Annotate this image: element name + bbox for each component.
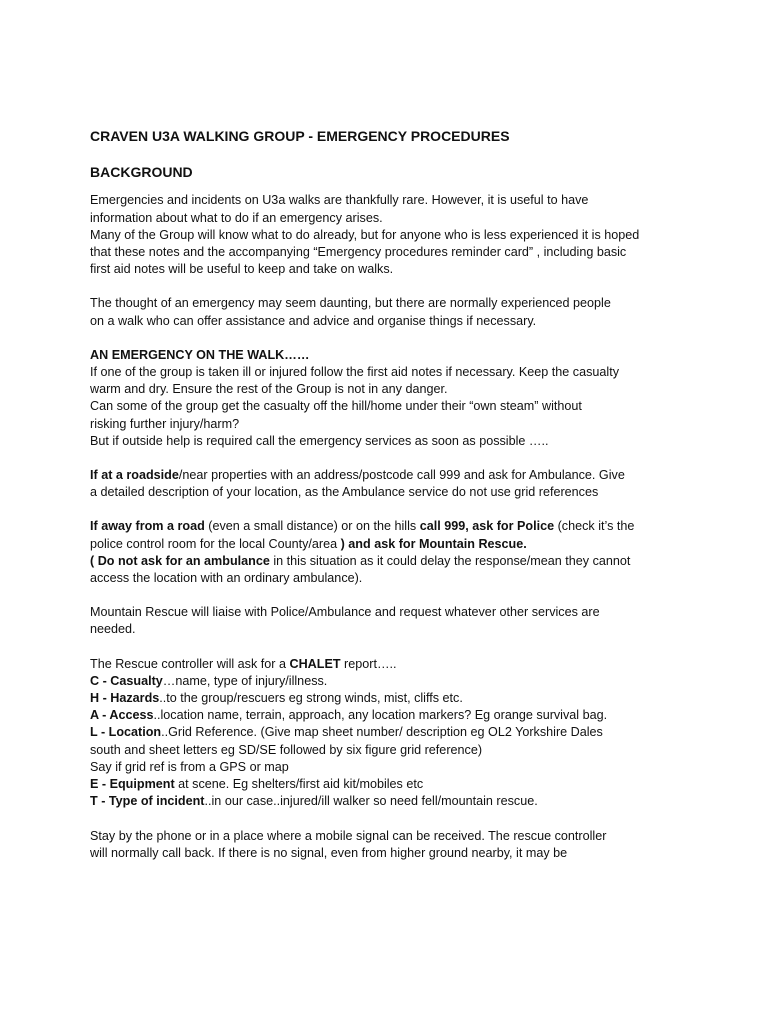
text-line: will normally call back. If there is no signal, even from higher ground nearby, it may be (90, 845, 568, 860)
chalet-item-type: T - Type of incident..in our case..injured/ill walker so need fell/mountain rescue. (90, 794, 538, 809)
chalet-item-equipment: E - Equipment at scene. Eg shelters/first aid kit/mobiles etc (90, 777, 424, 792)
chalet-item-hazards: H - Hazards..to the group/rescuers eg strong winds, mist, cliffs etc. (90, 691, 463, 706)
text-line: If away from a road (even a small distance) or on the hills call 999, ask for Police (check it’s the (90, 519, 635, 534)
emergency-section (90, 347, 690, 450)
text-line: on a walk who can offer assistance and advice and organise things if necessary. (90, 313, 537, 328)
text-line: Many of the Group will know what to do already, but for anyone who is less experienced it is hoped (90, 227, 640, 242)
document-page (90, 128, 690, 862)
chalet-section (90, 656, 690, 811)
background-heading: BACKGROUND (90, 164, 193, 181)
text-line: If at a roadside/near properties with an address/postcode call 999 and ask for Ambulance. Give (90, 468, 625, 483)
chalet-intro: The Rescue controller will ask for a CHALET report….. (90, 656, 397, 671)
text-line: Say if grid ref is from a GPS or map (90, 759, 289, 774)
document-title: CRAVEN U3A WALKING GROUP - EMERGENCY PROCEDURES (90, 128, 510, 144)
emergency-heading: AN EMERGENCY ON THE WALK…… (90, 347, 310, 362)
text-line: If one of the group is taken ill or injured follow the first aid notes if necessary. Keep the casualty (90, 365, 619, 380)
text-line: Stay by the phone or in a place where a mobile signal can be received. The rescue controller (90, 828, 607, 843)
roadside-paragraph (90, 467, 690, 501)
text-line: information about what to do if an emergency arises. (90, 210, 383, 225)
text-line: risking further injury/harm? (90, 416, 240, 431)
thought-paragraph (90, 295, 690, 329)
background-section (90, 192, 690, 278)
text-line: Emergencies and incidents on U3a walks are thankfully rare. However, it is useful to have (90, 193, 589, 208)
text-line: Mountain Rescue will liaise with Police/Ambulance and request whatever other services are (90, 605, 600, 620)
text-line: first aid notes will be useful to keep and take on walks. (90, 262, 394, 277)
text-line: warm and dry. Ensure the rest of the Group is not in any danger. (90, 382, 448, 397)
away-from-road-paragraph (90, 518, 690, 587)
chalet-item-casualty: C - Casualty…name, type of injury/illness. (90, 673, 328, 688)
text-line: south and sheet letters eg SD/SE followed by six figure grid reference) (90, 742, 483, 757)
text-line: needed. (90, 622, 136, 637)
chalet-item-location: L - Location..Grid Reference. (Give map sheet number/ description eg OL2 Yorkshire Dales (90, 725, 603, 740)
chalet-item-access: A - Access..location name, terrain, approach, any location markers? Eg orange survival bag. (90, 708, 608, 723)
text-line: a detailed description of your location, as the Ambulance service do not use grid references (90, 485, 599, 500)
mountain-rescue-paragraph (90, 604, 690, 638)
text-line: that these notes and the accompanying “Emergency procedures reminder card” , including basic (90, 245, 627, 260)
text-line: ( Do not ask for an ambulance in this situation as it could delay the response/mean they cannot (90, 553, 631, 568)
text-line: police control room for the local County/area ) and ask for Mountain Rescue. (90, 536, 527, 551)
text-line: But if outside help is required call the emergency services as soon as possible ….. (90, 433, 549, 448)
text-line: Can some of the group get the casualty off the hill/home under their “own steam” without (90, 399, 582, 414)
text-line: The thought of an emergency may seem daunting, but there are normally experienced people (90, 296, 611, 311)
text-line: access the location with an ordinary ambulance). (90, 571, 363, 586)
stay-by-phone-paragraph (90, 828, 690, 862)
